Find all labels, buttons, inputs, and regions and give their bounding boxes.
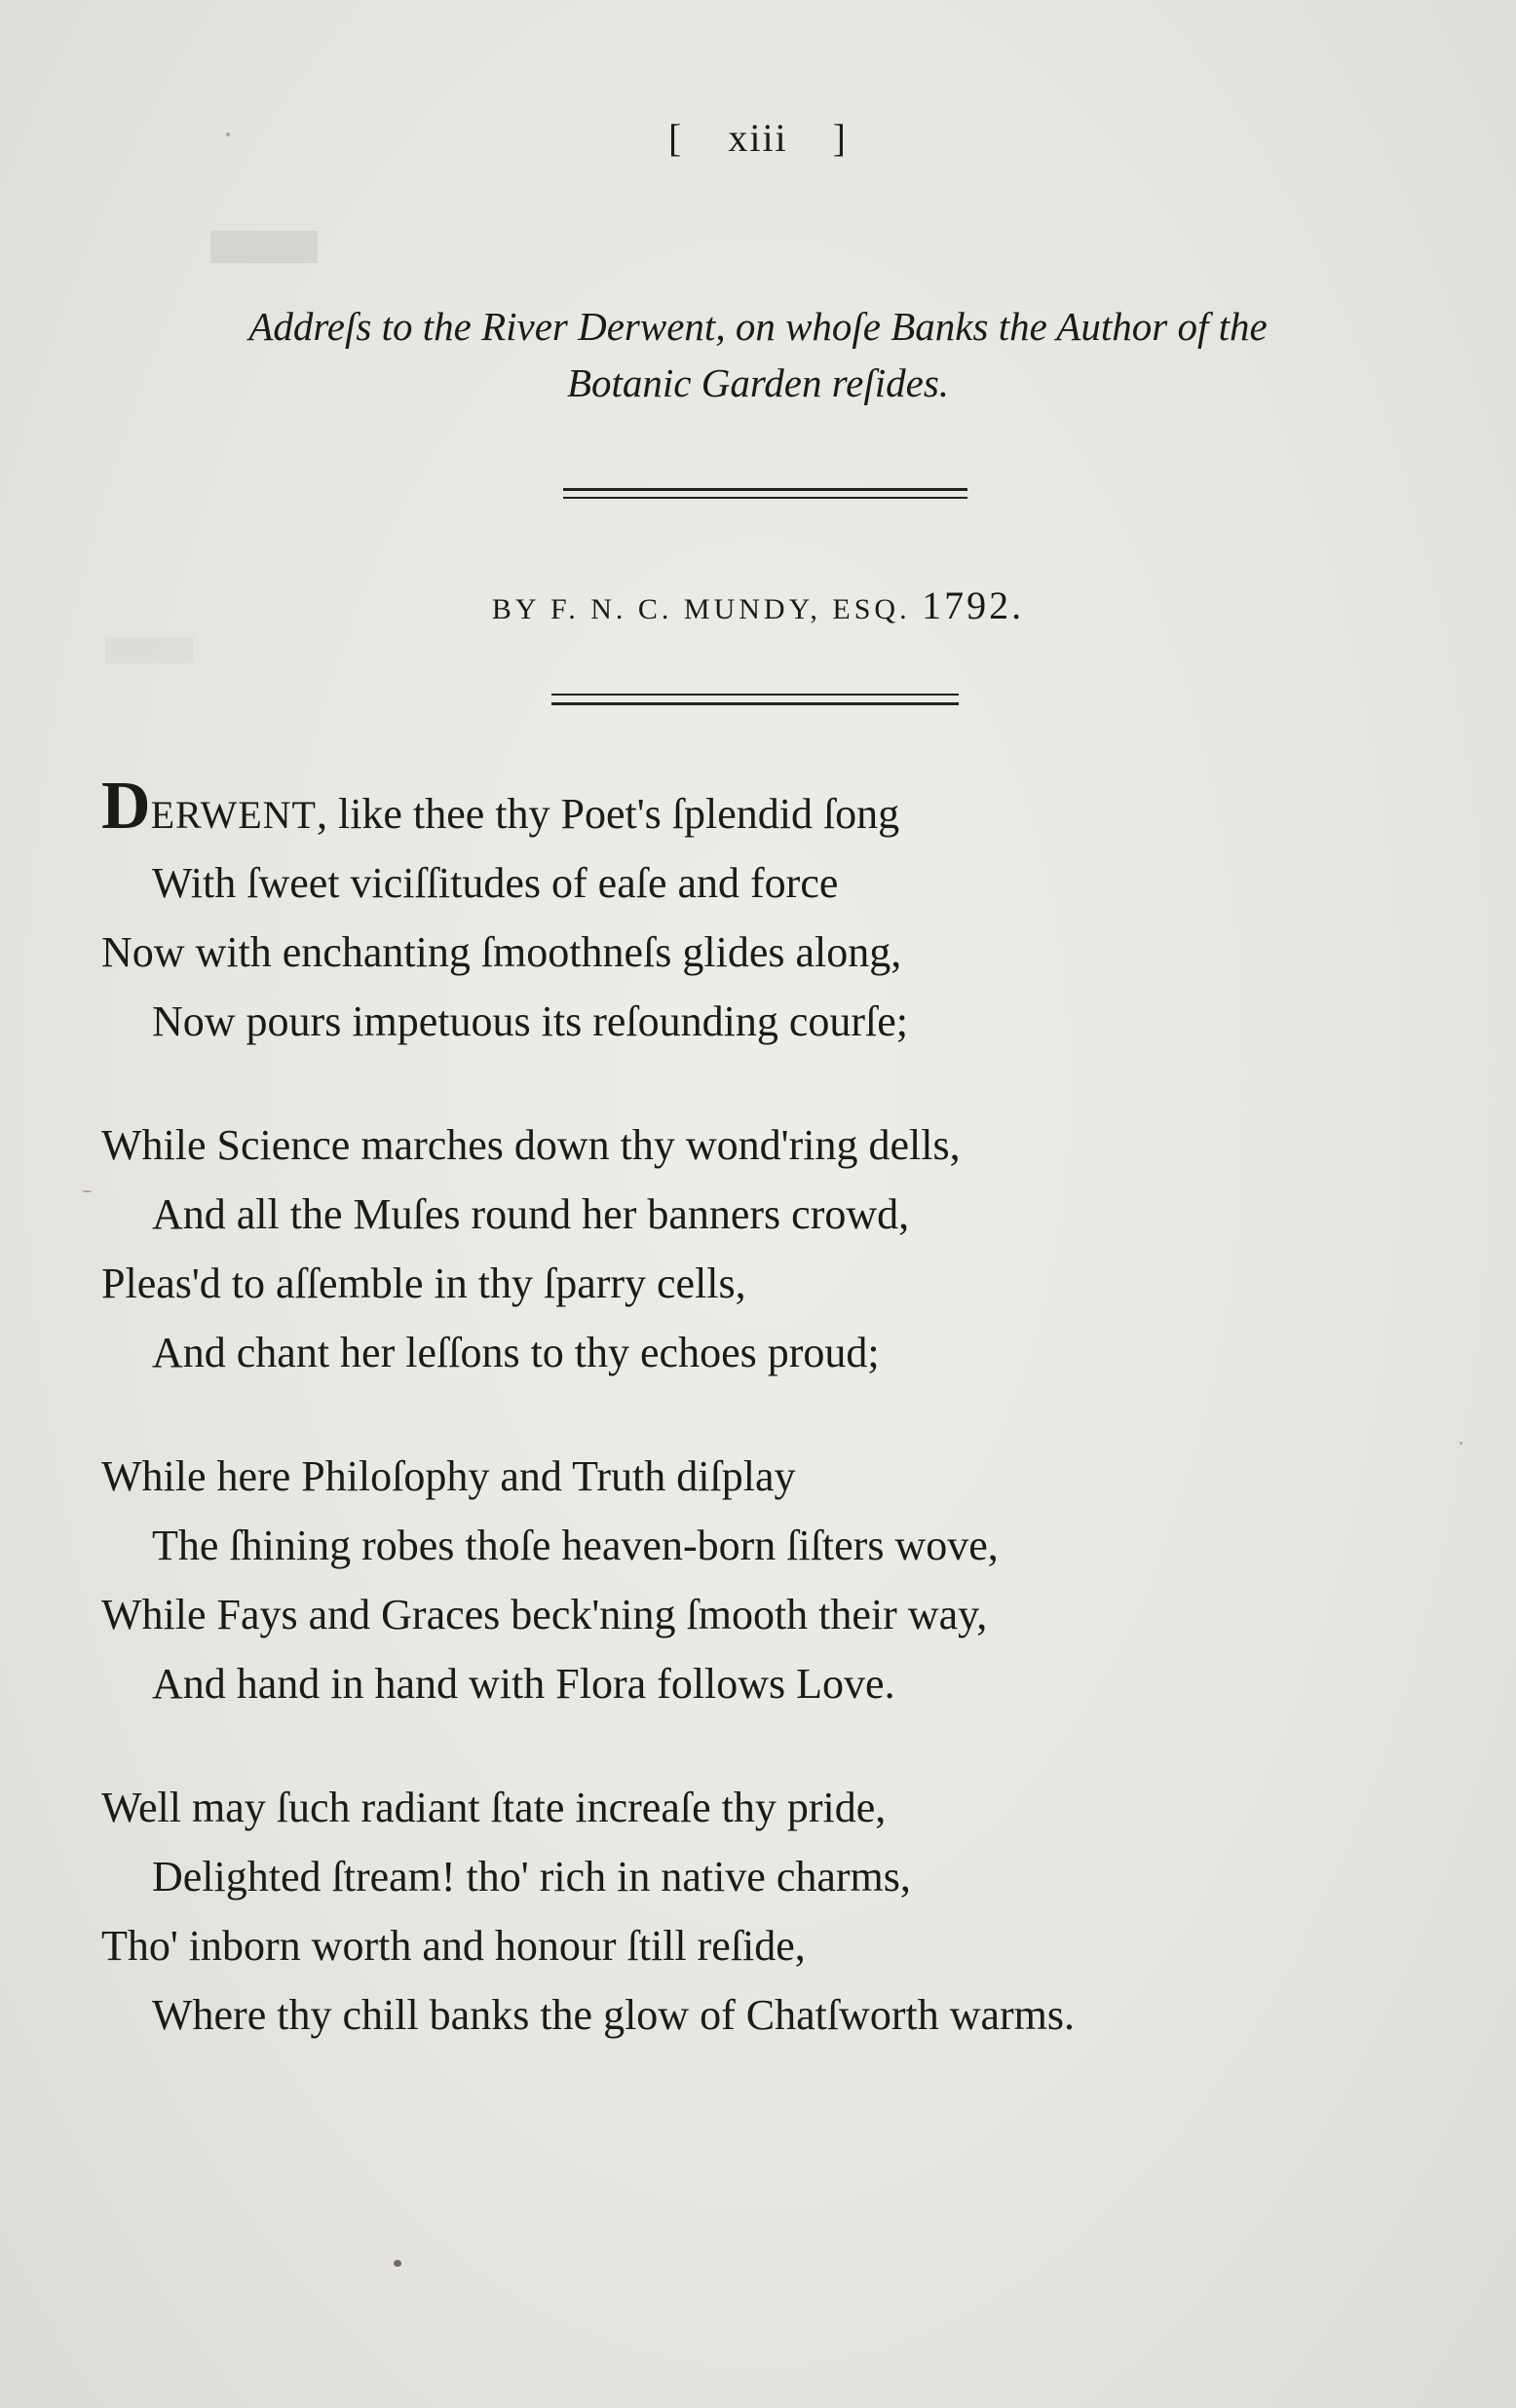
poem-line: While Science marches down thy wond'ring dells, (101, 1121, 961, 1169)
rule-bottom-2 (551, 702, 959, 705)
stanza-3 (101, 1442, 1387, 1718)
poem-title (97, 298, 1419, 411)
first-word: ERWENT (150, 793, 317, 837)
paper-speck (82, 1190, 92, 1192)
bracket-right: ] (832, 116, 848, 160)
poem-line: Where thy chill banks the glow of Chatſworth warms. (152, 1991, 1076, 2039)
byline-author: BY F. N. C. MUNDY, ESQ. (491, 593, 911, 625)
title-line-1: Addreſs to the River Derwent, on whoſe Banks the Author of the (248, 304, 1268, 349)
poem-line: Pleas'd to aſſemble in thy ſparry cells, (101, 1260, 746, 1307)
poem-line: Delighted ſtream! tho' rich in native charms, (152, 1853, 911, 1900)
paper-speck (394, 2260, 401, 2267)
poem-line: With ſweet viciſſitudes of eaſe and force (152, 859, 839, 907)
line-text: , like thee thy Poet's ſplendid ſong (316, 790, 900, 838)
poem-line: And all the Muſes round her banners crowd, (152, 1190, 910, 1238)
stanza-2 (101, 1110, 1387, 1387)
stanza-1 (101, 769, 1387, 1056)
page-number: xiii (728, 116, 788, 160)
drop-cap: D (101, 769, 151, 844)
poem-line (101, 769, 1387, 848)
poem-line: While Fays and Graces beck'ning ſmooth their way, (101, 1591, 988, 1638)
poem-line: Now with enchanting ſmoothneſs glides along, (101, 928, 902, 976)
byline (0, 583, 1516, 628)
rule-top-2 (563, 497, 967, 499)
paper-speck (226, 132, 230, 136)
poem-line: And chant her leſſons to thy echoes proud; (152, 1329, 880, 1376)
poem-line: While here Philoſophy and Truth diſplay (101, 1452, 796, 1500)
rule-bottom-1 (551, 694, 959, 696)
stanza-4 (101, 1773, 1387, 2050)
poem-line: Now pours impetuous its reſounding courſe; (152, 997, 909, 1045)
bleed-through-title: ▬ (205, 168, 318, 286)
bleed-through-block: ▬ (97, 586, 193, 683)
rule-top-1 (563, 488, 967, 491)
page-number-header (0, 115, 1516, 161)
byline-year: 1792. (922, 583, 1025, 627)
poem-line: The ſhining robes thoſe heaven-born ſiſters wove, (152, 1522, 999, 1569)
poem-line: Tho' inborn worth and honour ſtill reſide, (101, 1922, 806, 1970)
poem-line: And hand in hand with Flora follows Love. (152, 1660, 895, 1708)
poem-body (101, 769, 1387, 2104)
paper-speck (1459, 1442, 1462, 1445)
poem-line: Well may ſuch radiant ſtate increaſe thy pride, (101, 1784, 887, 1831)
bracket-left: [ (668, 116, 684, 160)
title-line-2: Botanic Garden reſides. (566, 360, 950, 405)
